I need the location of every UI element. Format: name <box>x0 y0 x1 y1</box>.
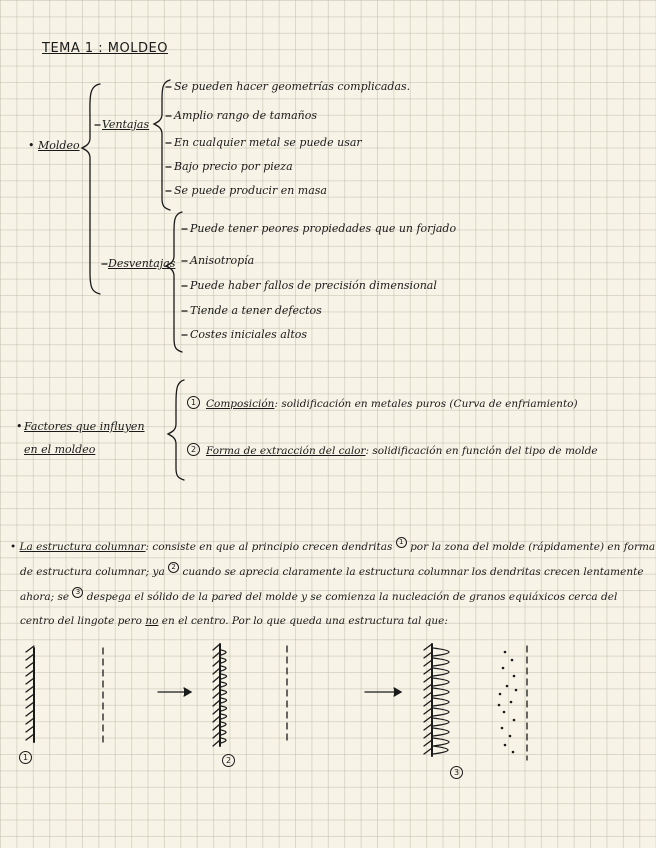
reference-mark: 2 <box>168 562 179 573</box>
ventaja-item: Amplio rango de tamaños <box>174 109 317 122</box>
ventaja-item: Se puede producir en masa <box>174 184 327 197</box>
factores-bullet: • <box>16 420 23 433</box>
factor-item <box>206 444 598 458</box>
reference-mark: 3 <box>72 587 83 598</box>
page-title: TEMA 1 : MOLDEO <box>42 41 168 56</box>
desventaja-item: Costes iniciales altos <box>190 328 308 341</box>
estructura-head: La estructura columnar <box>19 541 146 553</box>
ventajas-label: Ventajas <box>102 118 150 131</box>
equiaxed-grains <box>498 651 518 754</box>
paragraph-line: de estructura columnar; ya 2 cuando se aprecia claramente la estructura columnar los dendritas crecen lentamente <box>20 563 644 578</box>
factores-label-line2: en el moldeo <box>24 443 96 456</box>
moldeo-brace <box>82 84 100 294</box>
moldeo-label: Moldeo <box>38 139 80 152</box>
factor-text: : solidificación en función del tipo de molde <box>365 445 598 457</box>
paragraph-line: ahora; se 3 despega el sólido de la pared del molde y se comienza la nucleación de granos equiáxicos cerca del <box>20 588 618 603</box>
diagram-number-badge: 2 <box>222 754 235 767</box>
reference-mark: 1 <box>396 537 407 548</box>
factor-head: Forma de extracción del calor <box>206 445 366 457</box>
desventaja-item: Puede haber fallos de precisión dimensional <box>190 279 437 292</box>
factores-label-line1: Factores que influyen <box>24 420 145 433</box>
desventajas-brace <box>166 212 182 352</box>
desventaja-item: Puede tener peores propiedades que un forjado <box>190 222 457 235</box>
item-number-badge: 1 <box>187 396 200 409</box>
diagram-number-badge: 1 <box>19 751 32 764</box>
item-number-badge: 2 <box>187 443 200 456</box>
factor-head: Composición <box>206 398 275 410</box>
paragraph-line: • La estructura columnar: consiste en que al principio crecen dendritas 1 por la zona del molde (rápidamente) en forma <box>10 538 656 553</box>
desventaja-item: Anisotropía <box>190 254 255 267</box>
paragraph-line: centro del lingote pero no en el centro. Por lo que queda una estructura tal que: <box>20 615 448 627</box>
moldeo-bullet: • <box>28 139 35 152</box>
ventaja-item: Bajo precio por pieza <box>174 160 293 173</box>
ventaja-item: Se pueden hacer geometrías complicadas. <box>174 80 411 93</box>
diagram-number-badge: 3 <box>450 766 463 779</box>
desventaja-item: Tiende a tener defectos <box>190 304 322 317</box>
factor-text: : solidificación en metales puros (Curva de enfriamiento) <box>274 398 578 410</box>
ventaja-item: En cualquier metal se puede usar <box>174 136 362 149</box>
factor-item <box>206 397 578 411</box>
desventajas-label: Desventajas <box>108 257 176 270</box>
factores-brace <box>168 380 184 480</box>
